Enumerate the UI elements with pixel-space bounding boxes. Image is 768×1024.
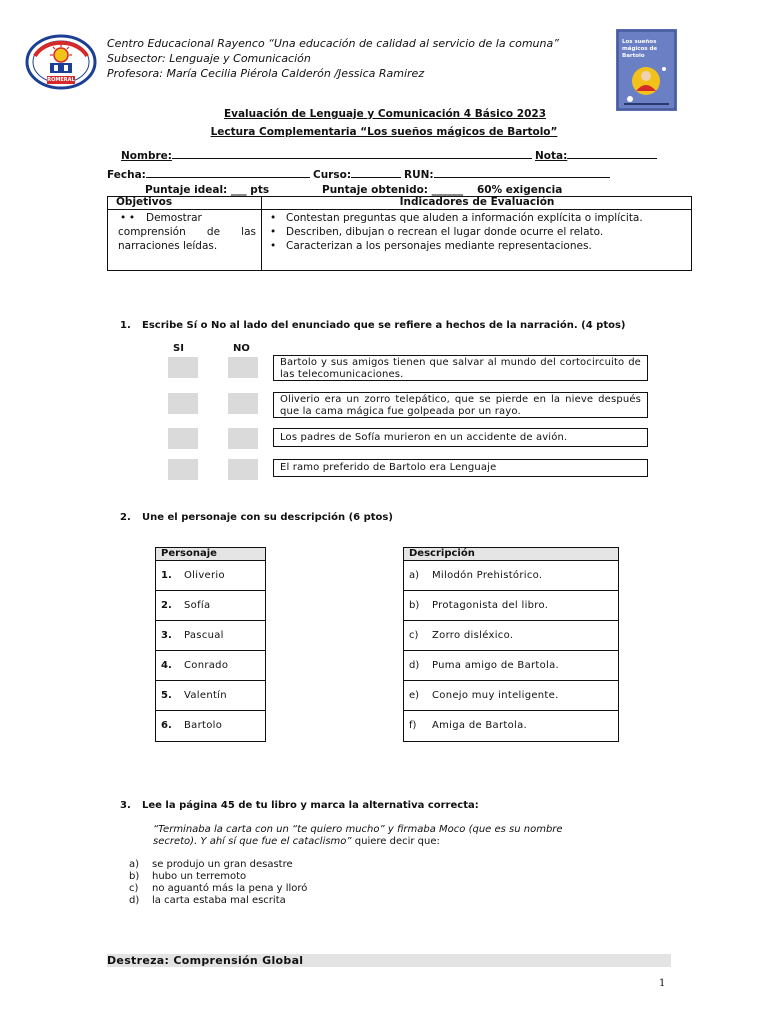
character-number: 5. <box>161 690 172 701</box>
fecha-field[interactable] <box>107 167 310 181</box>
description-letter: e) <box>409 690 420 701</box>
col-no: NO <box>233 343 250 354</box>
objectives-header-right: Indicadores de Evaluación <box>399 196 555 208</box>
subsector: Subsector: Lenguaje y Comunicación <box>107 52 311 65</box>
fecha-label: Fecha: <box>107 169 146 181</box>
question-1-text: Escribe Sí o No al lado del enunciado que se refiere a hechos de la narración. (4 ptos) <box>142 320 626 331</box>
run-line <box>434 167 610 178</box>
nombre-field[interactable] <box>121 148 532 162</box>
logo-text: ROMERAL <box>47 77 75 83</box>
answer-box-si-3[interactable] <box>168 428 198 449</box>
answer-box-no-2[interactable] <box>228 393 258 414</box>
indicator-item: • Contestan preguntas que aluden a información explícita o implícita. <box>268 211 686 225</box>
character-row[interactable] <box>156 651 265 681</box>
character-name: Oliverio <box>184 570 225 581</box>
curso-line <box>351 167 401 178</box>
option-letter: a) <box>129 859 140 870</box>
exigencia: 60% exigencia <box>477 184 563 196</box>
table-divider <box>261 197 262 270</box>
option-text: hubo un terremoto <box>152 871 247 882</box>
character-row[interactable] <box>156 681 265 711</box>
character-name: Pascual <box>184 630 224 641</box>
run-field[interactable] <box>404 167 610 181</box>
objectives-header-left: Objetivos <box>116 196 173 208</box>
objective-cell <box>118 211 256 253</box>
description-text: Protagonista del libro. <box>432 600 549 611</box>
statement-3: Los padres de Sofía murieron en un accidente de avión. <box>273 428 648 447</box>
objectives-table <box>107 196 692 271</box>
objective-item: • • Demostrar comprensión de las narraciones leídas. <box>118 211 256 253</box>
reading-title: Lectura Complementaria “Los sueños mágicos de Bartolo” <box>210 126 558 138</box>
question-3-text: Lee la página 45 de tu libro y marca la alternativa correcta: <box>142 800 479 811</box>
character-row[interactable] <box>156 621 265 651</box>
option-letter: b) <box>129 871 140 882</box>
description-letter: f) <box>409 720 417 731</box>
description-row[interactable] <box>404 651 618 681</box>
objective-text: Demostrar comprensión de las narraciones leídas. <box>118 212 256 252</box>
character-table-header: Personaje <box>156 548 265 561</box>
indicators-cell <box>268 211 686 253</box>
description-text: Conejo muy inteligente. <box>432 690 559 701</box>
indicator-item: • Describen, dibujan o recrean el lugar donde ocurre el relato. <box>268 225 686 239</box>
option-d[interactable] <box>129 895 286 907</box>
question-3 <box>120 800 479 811</box>
description-table <box>403 547 619 742</box>
puntaje-obtenido: Puntaje obtenido: ______ <box>322 184 464 196</box>
option-c[interactable] <box>129 883 307 895</box>
description-row[interactable] <box>404 561 618 591</box>
description-text: Milodón Prehistórico. <box>432 570 543 581</box>
option-letter: d) <box>129 895 140 906</box>
description-row[interactable] <box>404 591 618 621</box>
page-number: 1 <box>659 978 666 989</box>
school-name: Centro Educacional Rayenco “Una educación de calidad al servicio de la comuna” <box>107 37 559 50</box>
character-name: Bartolo <box>184 720 223 731</box>
question-2-text: Une el personaje con su descripción (6 ptos) <box>142 512 393 523</box>
statement-4: El ramo preferido de Bartolo era Lenguaje <box>273 459 648 477</box>
statement-1: Bartolo y sus amigos tienen que salvar al mundo del cortocircuito de las telecomunicaciones. <box>273 355 648 381</box>
character-number: 6. <box>161 720 172 731</box>
quote-italic: “Terminaba la carta con un “te quiero mucho” y firmaba Moco (que es su nombre secreto). Y ahí sí que fue el cataclismo” <box>153 824 563 847</box>
description-row[interactable] <box>404 681 618 711</box>
answer-box-no-1[interactable] <box>228 357 258 378</box>
description-text: Puma amigo de Bartola. <box>432 660 560 671</box>
character-table <box>155 547 266 742</box>
answer-box-no-4[interactable] <box>228 459 258 480</box>
objectives-header <box>108 197 691 210</box>
character-number: 2. <box>161 600 172 611</box>
teachers: Profesora: María Cecilia Piérola Calderón /Jessica Ramirez <box>107 67 425 80</box>
option-text: se produjo un gran desastre <box>152 859 293 870</box>
quote-tail: quiere decir que: <box>351 836 440 847</box>
description-row[interactable] <box>404 711 618 741</box>
question-3-quote <box>153 824 573 848</box>
option-letter: c) <box>129 883 139 894</box>
nota-field[interactable] <box>535 148 657 162</box>
run-label: RUN: <box>404 169 434 181</box>
answer-box-no-3[interactable] <box>228 428 258 449</box>
fecha-line <box>146 167 310 178</box>
answer-box-si-1[interactable] <box>168 357 198 378</box>
character-name: Valentín <box>184 690 227 701</box>
description-letter: d) <box>409 660 420 671</box>
description-letter: a) <box>409 570 420 581</box>
nombre-line <box>172 148 532 159</box>
question-1-number: 1. <box>120 320 131 331</box>
description-table-header: Descripción <box>404 548 618 561</box>
character-row[interactable] <box>156 711 265 741</box>
character-number: 1. <box>161 570 172 581</box>
nota-label: Nota: <box>535 150 568 162</box>
option-text: no aguantó más la pena y lloró <box>152 883 308 894</box>
statement-2: Oliverio era un zorro telepático, que se pierde en la nieve después que la cama mágica fue golpeada por un rayo. <box>273 392 648 418</box>
book-cover-image <box>616 29 677 111</box>
character-row[interactable] <box>156 591 265 621</box>
character-number: 4. <box>161 660 172 671</box>
question-2-number: 2. <box>120 512 131 523</box>
school-logo <box>25 34 97 90</box>
option-b[interactable] <box>129 871 246 883</box>
character-row[interactable] <box>156 561 265 591</box>
description-text: Amiga de Bartola. <box>432 720 528 731</box>
puntaje-ideal: Puntaje ideal: ___ pts <box>145 184 270 196</box>
nombre-label: Nombre: <box>121 150 172 162</box>
book-title: Los sueños mágicos de Bartolo <box>622 39 658 59</box>
description-row[interactable] <box>404 621 618 651</box>
curso-label: Curso: <box>313 169 352 181</box>
option-a[interactable] <box>129 859 293 871</box>
answer-box-si-2[interactable] <box>168 393 198 414</box>
nota-line <box>567 148 657 159</box>
destreza-banner: Destreza: Comprensión Global <box>107 954 671 967</box>
description-letter: b) <box>409 600 420 611</box>
description-text: Zorro disléxico. <box>432 630 514 641</box>
option-text: la carta estaba mal escrita <box>152 895 286 906</box>
question-2 <box>120 512 393 523</box>
answer-box-si-4[interactable] <box>168 459 198 480</box>
question-1 <box>120 320 626 331</box>
character-number: 3. <box>161 630 172 641</box>
description-letter: c) <box>409 630 419 641</box>
evaluation-title: Evaluación de Lenguaje y Comunicación 4 Básico 2023 <box>223 108 547 120</box>
col-si: SI <box>173 343 184 354</box>
question-3-number: 3. <box>120 800 131 811</box>
character-name: Conrado <box>184 660 229 671</box>
character-name: Sofía <box>184 600 211 611</box>
indicator-item: • Caracterizan a los personajes mediante representaciones. <box>268 239 686 253</box>
curso-field[interactable] <box>313 167 401 181</box>
